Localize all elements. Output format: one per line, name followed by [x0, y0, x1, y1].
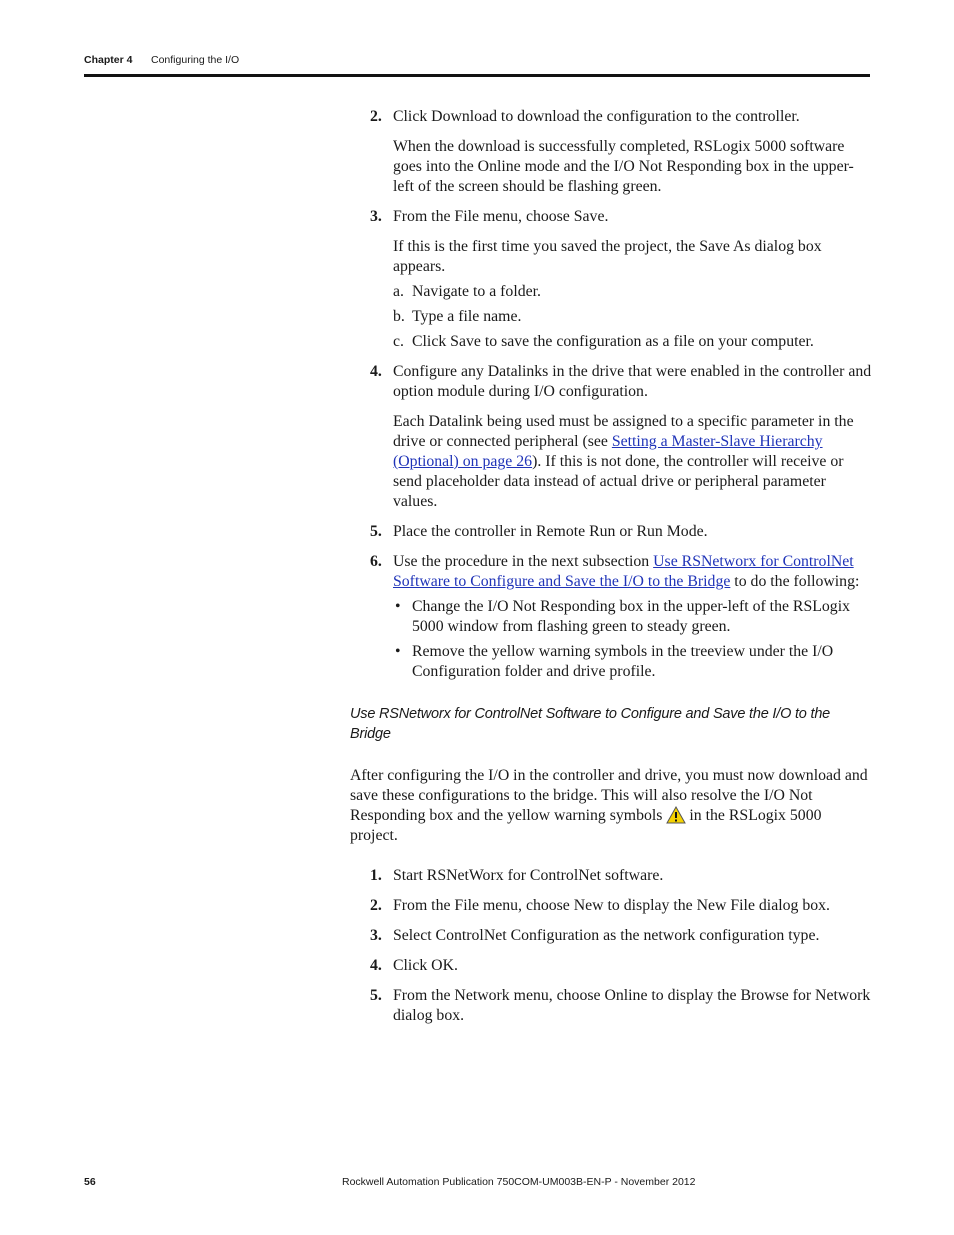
- step-text: Start RSNetWorx for ControlNet software.: [393, 867, 664, 884]
- step-number: 5.: [370, 987, 382, 1004]
- main-column: [350, 107, 872, 1036]
- step-number: 6.: [370, 553, 382, 570]
- step-text: From the File menu, choose Save.: [393, 208, 609, 225]
- step-b-3: [350, 926, 872, 946]
- step-3: [350, 207, 872, 227]
- step-number: 2.: [370, 897, 382, 914]
- bullet-text: Remove the yellow warning symbols in the treeview under the I/O Configuration folder and drive profile.: [412, 643, 834, 680]
- substep-text: Click Save to save the configuration as a file on your computer.: [412, 333, 814, 350]
- substep: [350, 282, 872, 302]
- step-text-post: to do the following:: [730, 573, 860, 590]
- bullet-item: [350, 597, 872, 637]
- step-text: From the Network menu, choose Online to display the Browse for Network dialog box.: [393, 987, 871, 1024]
- step-4: [350, 362, 872, 402]
- step-b-1: [350, 866, 872, 886]
- header-rule: [84, 74, 870, 77]
- step-note: If this is the first time you saved the project, the Save As dialog box appears.: [393, 238, 822, 275]
- rsnetworx-subsection-link[interactable]: Use RSNetworx for ControlNet Software to Configure and Save the I/O to the Bridge: [393, 553, 854, 590]
- step-note: When the download is successfully completed, RSLogix 5000 software goes into the Online mode and the I/O Not Responding box in the upper-left of the screen should be flashing green.: [393, 138, 854, 195]
- step-b-5: [350, 986, 872, 1026]
- substep: [350, 307, 872, 327]
- note-text-pre: Each Datalink being used must be assigned to a specific parameter in the drive or connected peripheral (see: [393, 413, 854, 450]
- step-text: Select ControlNet Configuration as the network configuration type.: [393, 927, 820, 944]
- step-text: Configure any Datalinks in the drive that were enabled in the controller and option module during I/O configuration.: [393, 363, 872, 400]
- section-body: [350, 766, 872, 846]
- step-2: [350, 107, 872, 127]
- substep-letter: c.: [393, 333, 404, 350]
- substep-text: Type a file name.: [412, 308, 522, 325]
- publication-info: Rockwell Automation Publication 750COM-UM003B-EN-P - November 2012: [342, 1176, 696, 1188]
- chapter-label: Chapter 4: [84, 54, 133, 66]
- body-text-pre: After configuring the I/O in the controller and drive, you must now download and save these configurations to the bridge. This will also resolve the I/O Not Responding box and the yellow warning symbols: [350, 767, 868, 824]
- step-text: Click Download to download the configuration to the controller.: [393, 108, 800, 125]
- substep-text: Navigate to a folder.: [412, 283, 541, 300]
- page-number: 56: [84, 1176, 96, 1188]
- step-note: [350, 412, 872, 512]
- step-number: 4.: [370, 957, 382, 974]
- step-text-pre: Use the procedure in the next subsection: [393, 553, 654, 570]
- step-b-4: [350, 956, 872, 976]
- step-text: Click OK.: [393, 957, 458, 974]
- step-5: [350, 522, 872, 542]
- bullet-icon: •: [395, 643, 401, 660]
- bullet-item: [350, 642, 872, 682]
- step-number: 3.: [370, 927, 382, 944]
- step-number: 4.: [370, 363, 382, 380]
- section-heading: Use RSNetworx for ControlNet Software to Configure and Save the I/O to the Bridge: [350, 706, 831, 742]
- master-slave-hierarchy-link[interactable]: Setting a Master-Slave Hierarchy (Optional) on page 26: [393, 433, 823, 470]
- step-b-2: [350, 896, 872, 916]
- running-header: [84, 54, 240, 66]
- warning-triangle-icon: [666, 806, 686, 824]
- substep-letter: b.: [393, 308, 405, 325]
- step-text: Place the controller in Remote Run or Run Mode.: [393, 523, 708, 540]
- note-text-post: ). If this is not done, the controller will receive or send placeholder data instead of actual drive or peripheral parameter values.: [393, 453, 844, 510]
- step-number: 2.: [370, 108, 382, 125]
- substep: [350, 332, 872, 352]
- step-text: From the File menu, choose New to display the New File dialog box.: [393, 897, 830, 914]
- step-number: 3.: [370, 208, 382, 225]
- bullet-text: Change the I/O Not Responding box in the upper-left of the RSLogix 5000 window from flashing green to steady green.: [412, 598, 850, 635]
- step-6: [350, 552, 872, 592]
- body-text-post: in the RSLogix 5000 project.: [350, 807, 822, 844]
- step-number: 5.: [370, 523, 382, 540]
- bullet-icon: •: [395, 598, 401, 615]
- step-number: 1.: [370, 867, 382, 884]
- substep-letter: a.: [393, 283, 404, 300]
- chapter-title: Configuring the I/O: [151, 54, 240, 66]
